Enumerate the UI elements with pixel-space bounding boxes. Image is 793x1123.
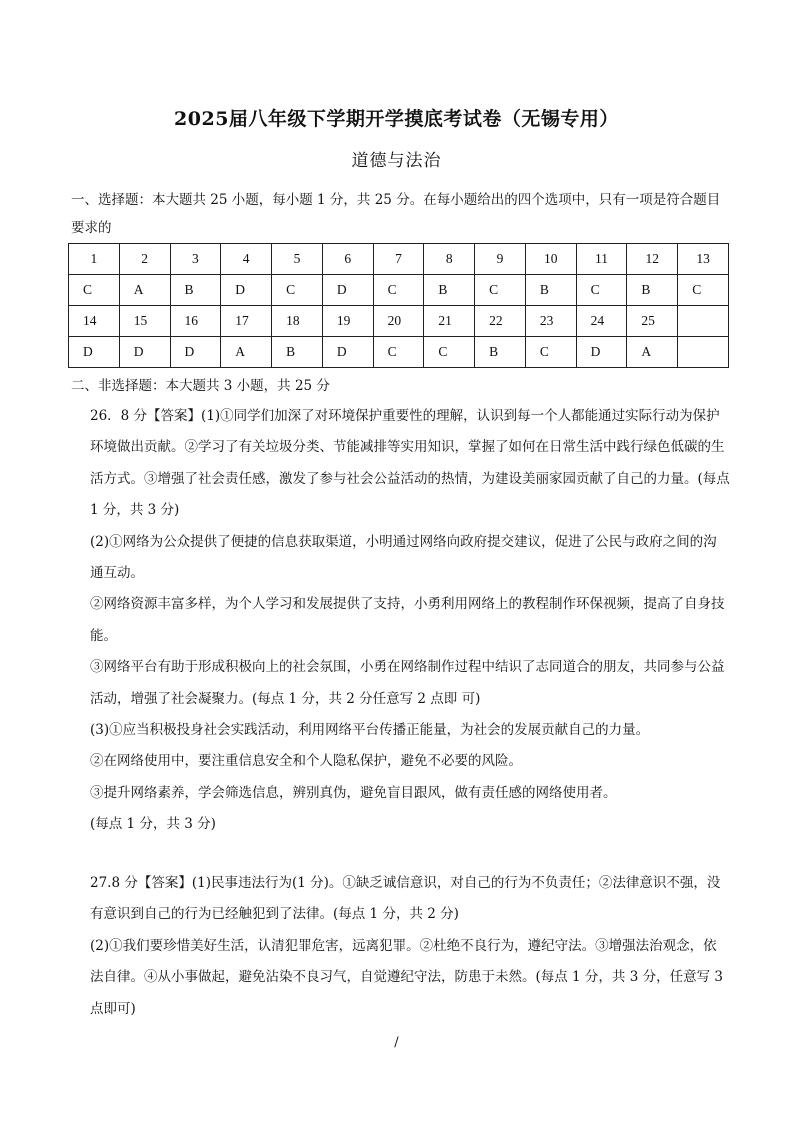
q26-part2: (2)①网络为公众提供了便捷的信息获取渠道，小明通过网络向政府提交建议，促进了公民与政府之间的沟通互动。 [90,533,717,582]
table-cell: 2 [119,244,170,275]
q26-part1: 26．8 分【答案】(1)①同学们加深了对环境保护重要性的理解，认识到每一个人都能通过实际行动为保护环境做出贡献。②学习了有关垃圾分类、节能减排等实用知识，掌握了如何在日常生活中践行绿色低碳的生活方式。③增强了社会责任感，激发了参与社会公益活动的热情，为建设美丽家园贡献了自己的力量。(每点 1 分，共 3 分) [90,408,730,519]
answer-table [68,243,729,368]
table-cell: 11 [576,244,627,275]
q26-part7: ③提升网络素养，学会筛选信息，辨别真伪，避免盲目跟风，做有责任感的网络使用者。 [90,784,617,801]
section2-heading: 二、非选择题：本大题共 3 小题，共 25 分 [71,378,330,394]
q26-part4: ③网络平台有助于形成积极向上的社会氛围，小勇在网络制作过程中结识了志同道合的朋友，共同参与公益活动，增强了社会凝聚力。(每点 1 分，共 2 分任意写 2 点即 可) [90,659,725,707]
section1-heading: 一、选择题：本大题共 25 小题，每小题 1 分，共 25 分。在每小题给出的四个选项中，只有一项是符合题目要求的 [71,192,721,236]
table-cell: C [373,337,424,368]
table-cell: 3 [170,244,221,275]
table-cell: 4 [221,244,272,275]
table-cell: B [475,337,526,368]
table-cell: D [69,337,120,368]
q27-part2: (2)①我们要珍惜美好生活，认清犯罪危害，远离犯罪。②杜绝不良行为，遵纪守法。③增强法治观念，依法自律。④从小事做起，避免沾染不良习气，自觉遵纪守法，防患于未然。(每点 1 分，共 3 分，任意写 3 点即可) [90,937,723,1017]
table-cell: 13 [678,244,729,275]
q26-part8: (每点 1 分，共 3 分) [90,816,216,833]
table-cell: A [119,275,170,306]
table-cell: 25 [627,306,678,337]
page-number: / [394,1035,399,1050]
table-cell: B [424,275,475,306]
table-cell: 18 [272,306,323,337]
table-cell: B [627,275,678,306]
table-cell: D [170,337,221,368]
table-cell: 8 [424,244,475,275]
table-cell: B [525,275,576,306]
table-cell: 14 [69,306,120,337]
q27-part1: 27.8 分【答案】(1)民事违法行为(1 分)。①缺乏诚信意识，对自己的行为不负责任；②法律意识不强，没有意识到自己的行为已经触犯到了法律。(每点 1 分，共 2 分) [90,875,721,923]
table-cell [678,306,729,337]
table-cell: 16 [170,306,221,337]
table-cell: 17 [221,306,272,337]
table-cell: D [322,275,373,306]
table-cell: 5 [272,244,323,275]
q26-part3: ②网络资源丰富多样，为个人学习和发展提供了支持，小勇利用网络上的教程制作环保视频，提高了自身技能。 [90,596,725,644]
table-cell: C [373,275,424,306]
table-row-answers [69,275,729,306]
table-cell: D [576,337,627,368]
table-cell: 23 [525,306,576,337]
subject-title: 道德与法治 [351,151,442,171]
table-cell: C [678,275,729,306]
table-cell: D [221,275,272,306]
table-cell: C [424,337,475,368]
table-cell: 22 [475,306,526,337]
q26-part6: ②在网络使用中，要注重信息安全和个人隐私保护，避免不必要的风险。 [90,753,522,770]
table-cell: D [322,337,373,368]
table-cell: B [272,337,323,368]
table-cell: 24 [576,306,627,337]
table-cell: 21 [424,306,475,337]
table-cell: C [576,275,627,306]
table-cell: C [525,337,576,368]
table-cell: 1 [69,244,120,275]
table-cell: 6 [322,244,373,275]
table-cell: 7 [373,244,424,275]
table-cell: 10 [525,244,576,275]
table-cell: 15 [119,306,170,337]
table-cell: C [69,275,120,306]
q26-part5: (3)①应当积极投身社会实践活动，利用网络平台传播正能量，为社会的发展贡献自己的力量。 [90,722,650,739]
table-cell: A [627,337,678,368]
table-row-numbers [69,244,729,275]
table-cell: C [272,275,323,306]
table-row-numbers [69,306,729,337]
page-title: 2025届八年级下学期开学摸底考试卷（无锡专用） [174,108,619,130]
table-cell: C [475,275,526,306]
table-cell: B [170,275,221,306]
table-cell: D [119,337,170,368]
table-cell: 20 [373,306,424,337]
question-26-answer [90,401,730,841]
table-cell: A [221,337,272,368]
table-cell [678,337,729,368]
table-cell: 9 [475,244,526,275]
table-row-answers [69,337,729,368]
table-cell: 12 [627,244,678,275]
question-27-answer [90,868,730,1025]
table-cell: 19 [322,306,373,337]
